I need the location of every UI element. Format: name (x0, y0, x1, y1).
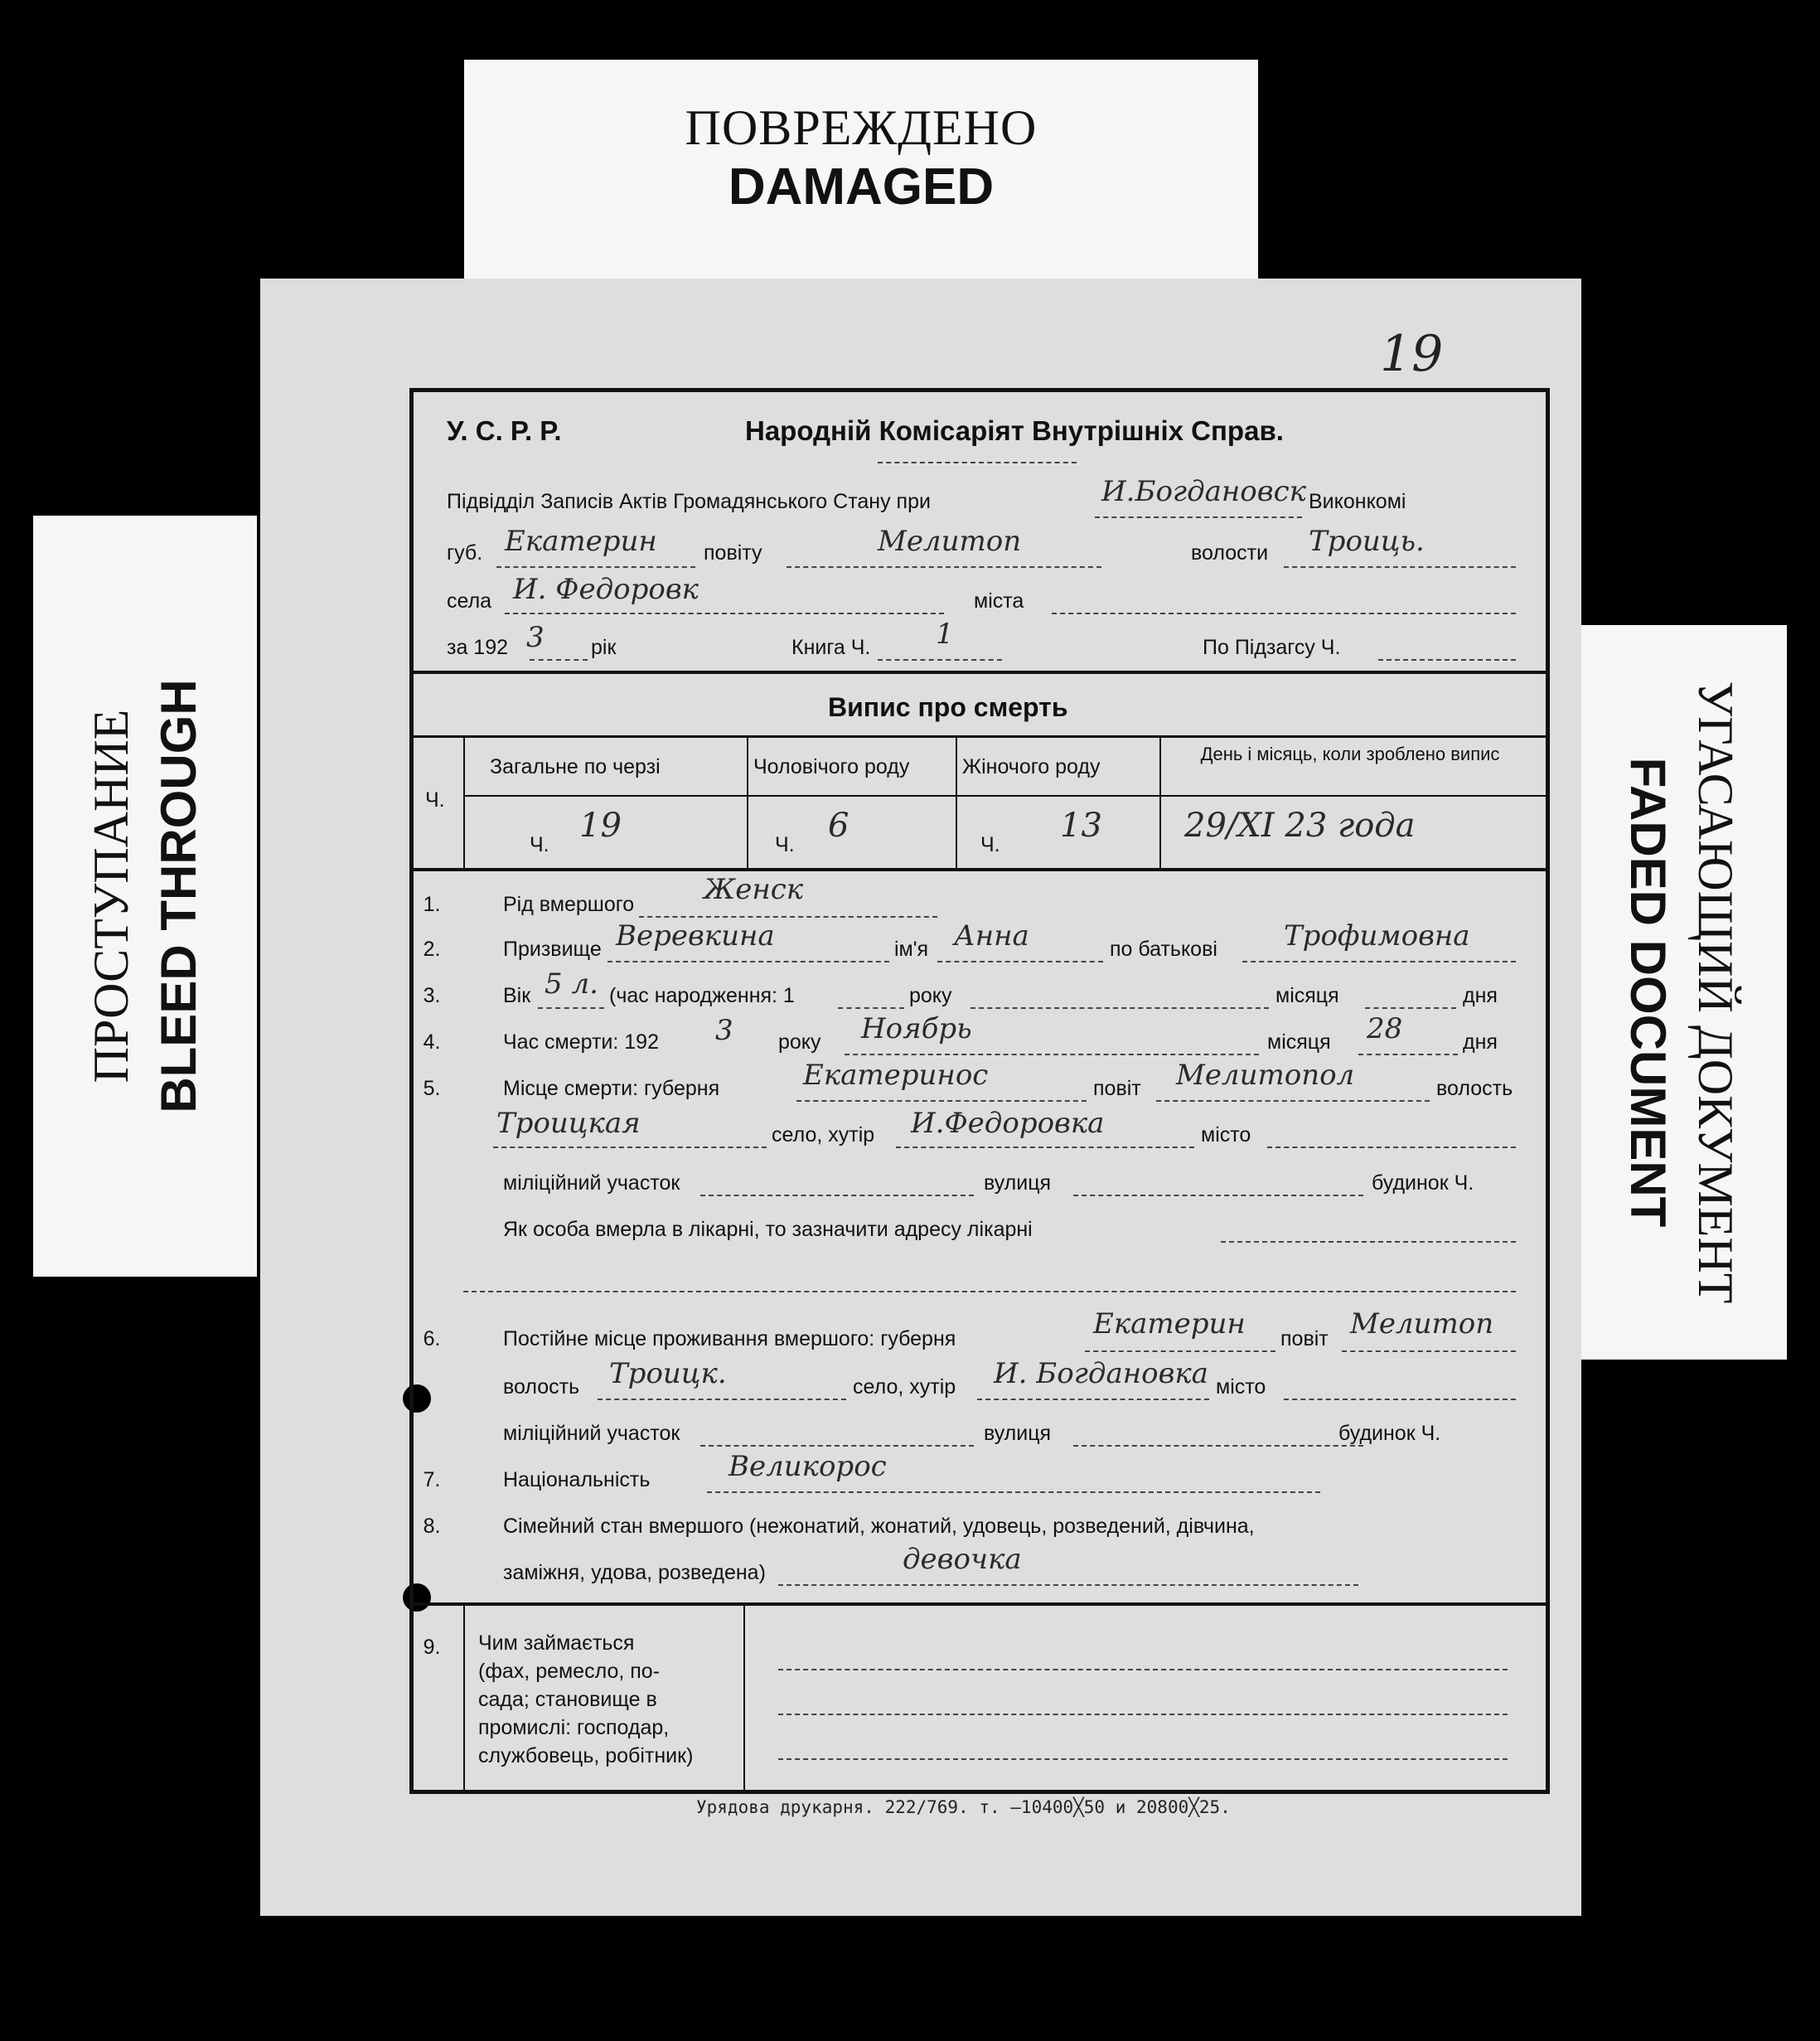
death-day-label: дня (1463, 1030, 1498, 1054)
death-certificate-form (409, 388, 1550, 1794)
birth-month-label: місяця (1275, 984, 1339, 1007)
fill-line (896, 1147, 1194, 1148)
marital-label-2: заміжня, удова, розведена) (503, 1561, 766, 1584)
fill-line (707, 1491, 1320, 1493)
fill-line (845, 1054, 1259, 1055)
col-divider (463, 1606, 465, 1791)
ussr-header: У. С. Р. Р. (447, 415, 562, 446)
form-title: Випис про смерть (828, 692, 1068, 722)
selo-value: И. Федоровк (513, 573, 699, 606)
book-value: 1 (936, 618, 954, 651)
occupation-line: промислі: господар, (478, 1716, 670, 1739)
fill-line (838, 1007, 904, 1009)
item-number: 8. (423, 1515, 441, 1538)
col-male-header: Чоловічого роду (753, 755, 910, 778)
page-number: 19 (1380, 325, 1444, 383)
count-male: 6 (828, 807, 849, 845)
patronymic-value: Трофимовна (1284, 919, 1470, 953)
residence-label: Постійне місце проживання вмершого: губерня (503, 1327, 956, 1350)
faded-document-tag (1576, 625, 1787, 1360)
faded-tag-en: FADED DOCUMENT (1620, 757, 1676, 1228)
fill-line (977, 1399, 1209, 1400)
bleed-tag-ru: ПРОСТУПАНИЕ (84, 709, 138, 1084)
fill-line (700, 1195, 974, 1196)
count-total: 19 (579, 807, 622, 845)
fill-line (1342, 1350, 1516, 1352)
povit-value: Мелитоп (878, 525, 1022, 558)
counts-ch: Ч. (425, 788, 445, 812)
col-date-header: День і місяць, коли зроблено випис (1200, 744, 1500, 764)
item-number: 4. (423, 1030, 441, 1054)
fill-line (496, 566, 695, 568)
death-volost-value: Троицкая (496, 1107, 641, 1140)
fill-line (1073, 1445, 1363, 1447)
age-value: 5 л. (545, 967, 598, 1001)
occupation-label (478, 1629, 693, 1770)
registry-value: И.Богдановск (1101, 475, 1306, 508)
count-prefix: Ч. (530, 833, 549, 856)
fill-line (1284, 566, 1516, 568)
year-value: 3 (526, 621, 545, 654)
fill-line (607, 961, 889, 962)
residence-povit-value: Мелитоп (1350, 1307, 1494, 1340)
surname-label: Призвище (503, 938, 602, 961)
fill-line (1221, 1241, 1516, 1243)
selo-label: села (447, 589, 492, 613)
death-povit-label: повіт (1093, 1077, 1141, 1100)
death-year-value: 3 (715, 1014, 733, 1047)
year-suffix: рік (591, 636, 617, 659)
col-divider (747, 735, 748, 868)
rule (414, 868, 1546, 871)
count-prefix: Ч. (775, 833, 795, 856)
death-street-label: вулиця (984, 1171, 1052, 1195)
marital-label: Сімейний стан вмершого (нежонатий, жонатий, удовець, розведений, дівчина, (503, 1515, 1255, 1538)
item-number: 6. (423, 1327, 441, 1350)
death-militia-label: міліційний участок (503, 1171, 680, 1195)
residence-misto-label: місто (1216, 1375, 1266, 1399)
residence-volost-label: волость (503, 1375, 580, 1399)
fill-line (778, 1714, 1508, 1715)
fill-line (796, 1100, 1087, 1102)
col-divider (743, 1606, 745, 1791)
death-selo-label: село, хутір (772, 1123, 875, 1147)
item-number: 2. (423, 938, 441, 961)
fill-line (1267, 1147, 1516, 1148)
surname-value: Веревкина (616, 919, 775, 953)
col-divider (956, 735, 957, 868)
residence-selo-label: село, хутір (853, 1375, 956, 1399)
sex-label: Рід вмершого (503, 893, 635, 916)
damaged-tag-en: DAMAGED (728, 158, 995, 216)
item-number: 3. (423, 984, 441, 1007)
fill-line (971, 1007, 1269, 1009)
registry-label: Підвідділ Записів Актів Громадянського Стану при (447, 490, 931, 513)
fill-line (1052, 613, 1516, 614)
death-misto-label: місто (1201, 1123, 1251, 1147)
count-date: 29/XI 23 года (1184, 807, 1416, 845)
fill-line (878, 659, 1002, 661)
col-divider (1159, 735, 1161, 868)
faded-tag-ru: УГАСАЮЩИЙ ДОКУМЕНТ (1688, 681, 1743, 1304)
year-label: за 192 (447, 636, 509, 659)
fill-line (778, 1669, 1508, 1670)
fill-line (1073, 1195, 1363, 1196)
count-prefix: Ч. (980, 833, 1000, 856)
printer-imprint: Урядова друкарня. 222/769. т. —10400╳50 и 20800╳25. (696, 1797, 1231, 1817)
fill-line (598, 1399, 846, 1400)
occupation-line: сада; становище в (478, 1688, 657, 1711)
bleed-through-tag (33, 516, 257, 1277)
patronymic-label: по батькові (1110, 938, 1217, 961)
fill-line (1085, 1350, 1275, 1352)
fill-line (937, 961, 1103, 962)
header-underline (878, 462, 1077, 463)
item-number: 9. (423, 1636, 441, 1659)
fill-line (1284, 1399, 1516, 1400)
death-day-value: 28 (1367, 1012, 1403, 1045)
item-number: 5. (423, 1077, 441, 1100)
gub-label: губ. (447, 541, 483, 565)
rule (414, 735, 1546, 738)
fill-line (530, 659, 588, 661)
col-divider (463, 735, 465, 868)
item-number: 7. (423, 1468, 441, 1491)
fill-line (639, 916, 937, 918)
occupation-line: Чим займається (478, 1631, 635, 1655)
rule (414, 1602, 1546, 1606)
age-label: Вік (503, 984, 531, 1007)
death-volost-label: волость (1436, 1077, 1513, 1100)
fill-line (778, 1584, 1358, 1586)
fill-line (463, 1291, 1516, 1292)
birth-year-label: року (909, 984, 952, 1007)
residence-house-label: будинок Ч. (1338, 1422, 1441, 1445)
nationality-label: Національність (503, 1468, 651, 1491)
residence-povit-label: повіт (1280, 1327, 1329, 1350)
col-female-header: Жіночого роду (962, 755, 1101, 778)
commissariat-header: Народній Комісаріят Внутрішніх Справ. (745, 415, 1284, 446)
fill-line (1358, 1054, 1458, 1055)
marital-value: девочка (903, 1543, 1022, 1576)
death-house-label: будинок Ч. (1372, 1171, 1474, 1195)
death-gub-value: Екатеринос (803, 1059, 989, 1092)
item-number: 1. (423, 893, 441, 916)
hospital-label: Як особа вмерла в лікарні, то зазначити адресу лікарні (503, 1218, 1033, 1241)
sex-value: Женск (704, 873, 804, 906)
fill-line (1365, 1007, 1456, 1009)
damaged-tag (464, 60, 1258, 284)
fill-line (1242, 961, 1516, 962)
povit-label: повіту (704, 541, 762, 565)
birth-label: (час народження: 1 (609, 984, 795, 1007)
fill-line (1095, 516, 1302, 518)
birth-day-label: дня (1463, 984, 1498, 1007)
death-year-label: року (778, 1030, 821, 1054)
volost-label: волости (1191, 541, 1269, 565)
row-divider (463, 795, 1546, 797)
residence-militia-label: міліційний участок (503, 1422, 680, 1445)
subsection-label: По Підзагсу Ч. (1203, 636, 1341, 659)
col-total-header: Загальне по черзі (490, 755, 661, 778)
occupation-line: (фах, ремесло, по- (478, 1660, 661, 1683)
bleed-tag-en: BLEED THROUGH (151, 679, 206, 1113)
fill-line (1378, 659, 1516, 661)
gub-value: Екатерин (505, 525, 657, 558)
rule (414, 671, 1546, 674)
damaged-tag-ru: ПОВРЕЖДЕНО (685, 100, 1038, 155)
residence-selo-value: И. Богдановка (994, 1357, 1208, 1390)
death-month-value: Ноябрь (861, 1012, 972, 1045)
death-selo-value: И.Федоровка (911, 1107, 1105, 1140)
fill-line (700, 1445, 974, 1447)
residence-volost-value: Троицк. (609, 1357, 727, 1390)
mista-label: міста (974, 589, 1024, 613)
book-label: Книга Ч. (791, 636, 871, 659)
occupation-line: службовець, робітник) (478, 1744, 694, 1767)
name-label: ім'я (894, 938, 929, 961)
death-place-label: Місце смерти: губерня (503, 1077, 720, 1100)
residence-street-label: вулиця (984, 1422, 1052, 1445)
fill-line (538, 1007, 604, 1009)
fill-line (493, 1147, 767, 1148)
fill-line (787, 566, 1101, 568)
fill-line (505, 613, 944, 614)
fill-line (778, 1758, 1508, 1760)
nationality-value: Великорос (728, 1450, 887, 1483)
death-month-label: місяця (1267, 1030, 1331, 1054)
name-value: Анна (954, 919, 1029, 953)
count-female: 13 (1060, 807, 1102, 845)
fill-line (1156, 1100, 1430, 1102)
death-time-label: Час смерти: 192 (503, 1030, 659, 1054)
residence-gub-value: Екатерин (1093, 1307, 1246, 1340)
death-povit-value: Мелитопол (1176, 1059, 1355, 1092)
registry-suffix: Виконкомі (1309, 490, 1406, 513)
volost-value: Троиць. (1309, 525, 1425, 558)
